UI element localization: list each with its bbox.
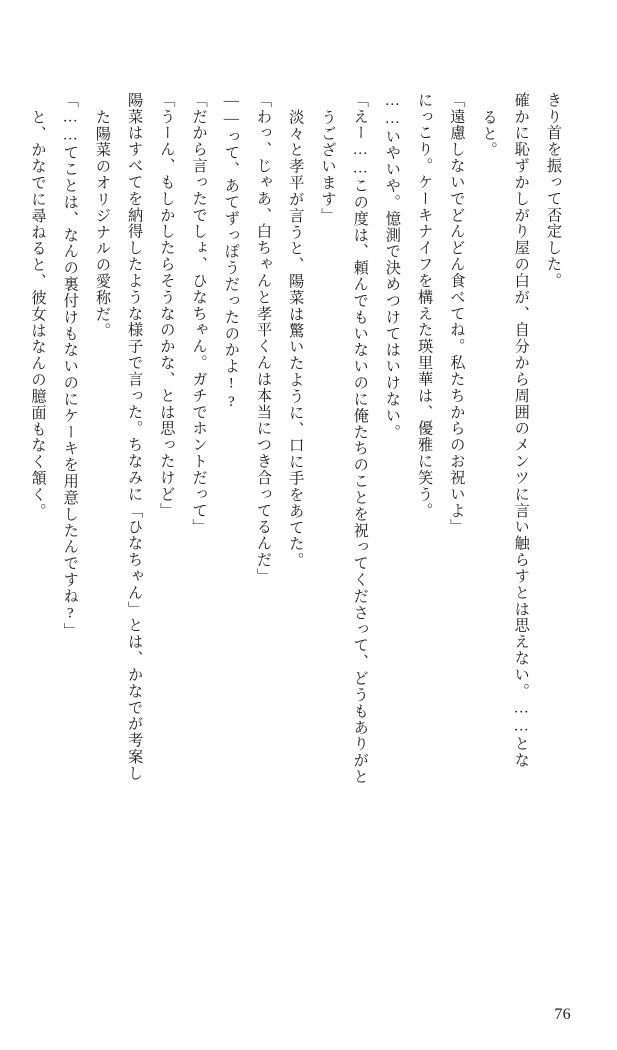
text-line: うございます」 — [319, 109, 337, 225]
text-line: 淡々と孝平が言うと、陽菜は驚いたように、口に手をあてた。 — [287, 109, 305, 570]
text-line: 陽菜はすべてを納得したような様子で言った。ちなみに「ひなちゃん」とは、かなでが考案し — [126, 92, 144, 782]
text-line: きり首を振って否定した。 — [545, 92, 562, 289]
text-line: 「遠慮しないでどんどん食べてね。私たちからのお祝いよ」 — [448, 92, 466, 536]
text-line: 「うーん、もしかしたらそうなのかな、とは思ったけど」 — [158, 92, 176, 519]
text-line: 「……てことは、なんの裏付けもないのにケーキを用意したんですね?」 — [61, 92, 79, 640]
text-line: ると。 — [480, 109, 498, 159]
text-line: 「だから言ったでしょ、ひなちゃん。ガチでホントだって」 — [190, 92, 208, 536]
text-line: にっこり。ケーキナイフを構えた瑛里華は、優雅に笑う。 — [416, 92, 434, 519]
page-number: 76 — [554, 1006, 571, 1023]
text-line: た陽菜のオリジナルの愛称だ。 — [93, 109, 111, 340]
text-line: 「わっ、じゃあ、白ちゃんと孝平くんは本当につき合ってるんだ」 — [255, 92, 273, 585]
text-line: ――って、あてずっぽうだったのかよ!? — [222, 92, 240, 412]
text-line: と、かなでに尋ねると、彼女はなんの臆面もなく頷く。 — [29, 109, 47, 520]
text-line: 確かに恥ずかしがり屋の白が、自分から周囲のメンツに言い触らすとは思えない。……とな — [512, 92, 530, 769]
text-line: ……いやいや。憶測で決めつけてはいけない。 — [383, 92, 401, 441]
page-body-text — [29, 92, 569, 972]
text-line: 「えー……この度は、頼んでもいないのに俺たちのことを祝ってくださって、どうもありがと — [351, 92, 369, 786]
